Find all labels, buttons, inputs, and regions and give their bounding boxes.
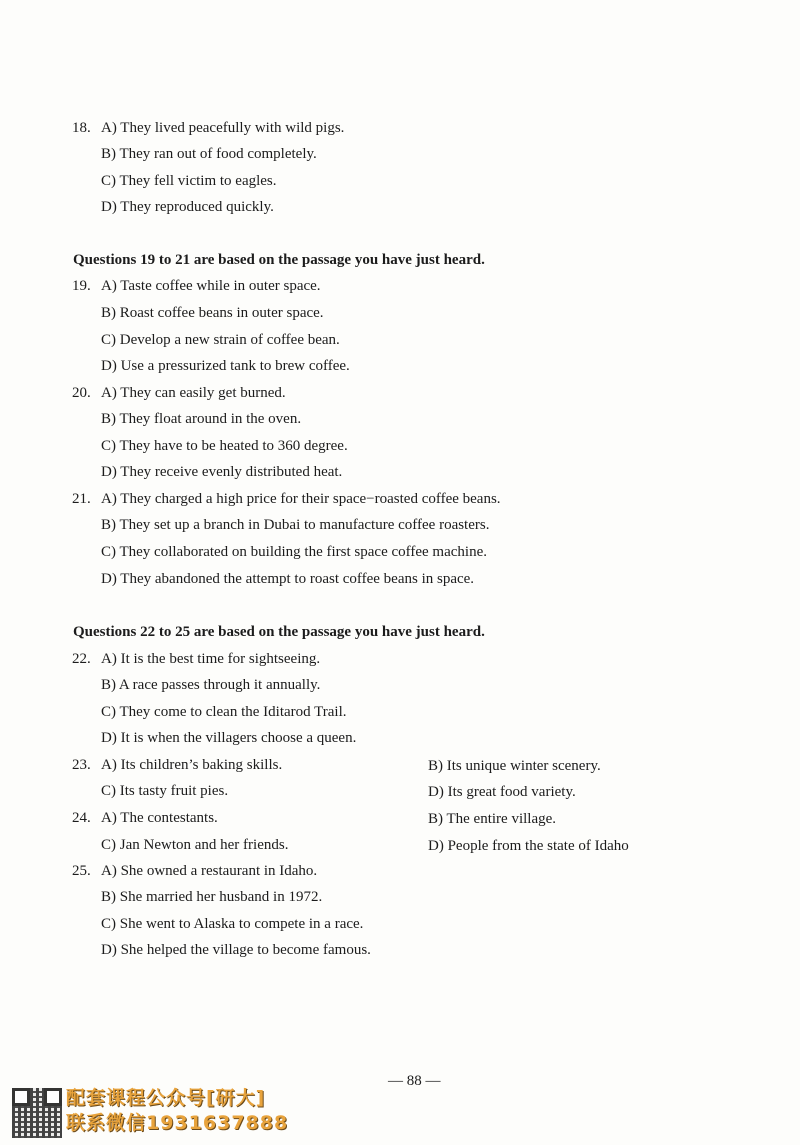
question-18-option-b: B) They ran out of food completely.: [101, 146, 317, 162]
question-22-option-d: D) It is when the villagers choose a queen.: [101, 730, 357, 746]
question-18-option-c: C) They fell victim to eagles.: [101, 173, 277, 189]
question-22-option-b: B) A race passes through it annually.: [101, 677, 321, 693]
question-24-option-d: D) People from the state of Idaho: [428, 838, 629, 854]
question-18-number: 18.: [72, 120, 91, 136]
question-20-option-a: A) They can easily get burned.: [101, 385, 286, 401]
question-20-option-b: B) They float around in the oven.: [101, 411, 302, 427]
qr-code-icon: [12, 1088, 62, 1138]
footer-promo-line-1: 配套课程公众号[研大]: [66, 1087, 266, 1109]
question-24-option-a: A) The contestants.: [101, 810, 218, 826]
page-number: — 88 —: [388, 1073, 441, 1089]
section-heading-19-21: Questions 19 to 21 are based on the passage you have just heard.: [73, 252, 485, 268]
question-19-number: 19.: [72, 278, 91, 294]
question-23-option-a: A) Its children’s baking skills.: [101, 757, 283, 773]
question-22-number: 22.: [72, 651, 91, 667]
question-20-option-d: D) They receive evenly distributed heat.: [101, 464, 343, 480]
question-23-number: 23.: [72, 757, 91, 773]
question-20-option-c: C) They have to be heated to 360 degree.: [101, 438, 348, 454]
question-23-option-b: B) Its unique winter scenery.: [428, 758, 601, 774]
question-21-option-a: A) They charged a high price for their space−roasted coffee beans.: [101, 491, 501, 507]
question-21-number: 21.: [72, 491, 91, 507]
question-21-option-b: B) They set up a branch in Dubai to manufacture coffee roasters.: [101, 517, 490, 533]
section-heading-22-25: Questions 22 to 25 are based on the passage you have just heard.: [73, 624, 485, 640]
question-25-option-a: A) She owned a restaurant in Idaho.: [101, 863, 318, 879]
question-24-option-b: B) The entire village.: [428, 811, 557, 827]
question-23-option-c: C) Its tasty fruit pies.: [101, 783, 229, 799]
question-18-option-d: D) They reproduced quickly.: [101, 199, 274, 215]
question-24-number: 24.: [72, 810, 91, 826]
question-19-option-d: D) Use a pressurized tank to brew coffee.: [101, 358, 350, 374]
question-25-option-c: C) She went to Alaska to compete in a race.: [101, 916, 364, 932]
question-22-option-c: C) They come to clean the Iditarod Trail.: [101, 704, 347, 720]
question-19-option-c: C) Develop a new strain of coffee bean.: [101, 332, 340, 348]
footer-promo-line-2: 联系微信1931637888: [66, 1112, 289, 1134]
question-24-option-c: C) Jan Newton and her friends.: [101, 837, 289, 853]
question-21-option-d: D) They abandoned the attempt to roast coffee beans in space.: [101, 571, 475, 587]
question-25-option-b: B) She married her husband in 1972.: [101, 889, 323, 905]
question-25-number: 25.: [72, 863, 91, 879]
question-19-option-b: B) Roast coffee beans in outer space.: [101, 305, 324, 321]
question-19-option-a: A) Taste coffee while in outer space.: [101, 278, 321, 294]
question-21-option-c: C) They collaborated on building the first space coffee machine.: [101, 544, 487, 560]
question-20-number: 20.: [72, 385, 91, 401]
question-25-option-d: D) She helped the village to become famous.: [101, 942, 371, 958]
question-18-option-a: A) They lived peacefully with wild pigs.: [101, 120, 345, 136]
question-22-option-a: A) It is the best time for sightseeing.: [101, 651, 321, 667]
question-23-option-d: D) Its great food variety.: [428, 784, 576, 800]
